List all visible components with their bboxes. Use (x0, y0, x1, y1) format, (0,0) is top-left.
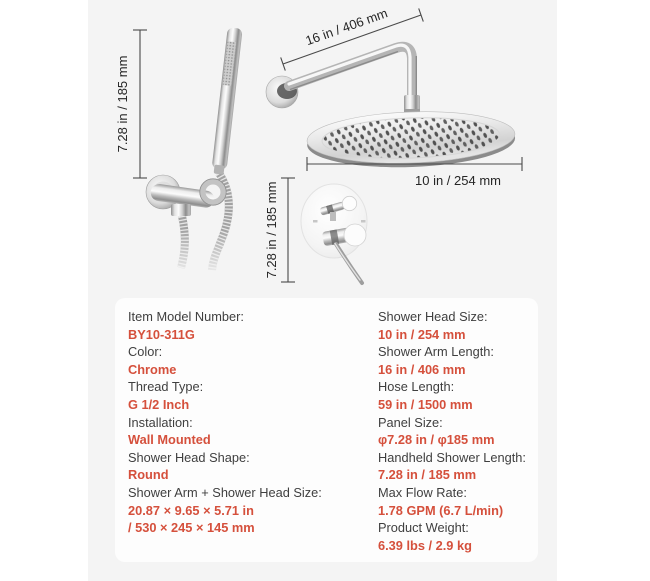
spec-value-item-model-number: BY10-311G (128, 326, 195, 342)
spec-value-product-weight: 6.39 lbs / 2.9 kg (378, 537, 472, 553)
spec-value-arm-length: 16 in / 406 mm (378, 361, 466, 377)
shower-head-illustration (306, 108, 516, 170)
spec-label-handheld-length: Handheld Shower Length: (378, 449, 526, 465)
spec-label-arm-length: Shower Arm Length: (378, 344, 494, 360)
handheld-dimension-line (115, 30, 147, 178)
valve-dimension-line (264, 178, 295, 282)
spec-value-thread-type: G 1/2 Inch (128, 396, 190, 412)
spec-value-panel-size: φ7.28 in / φ185 mm (378, 432, 495, 448)
spec-value-hose-length: 59 in / 1500 mm (378, 396, 473, 412)
spec-value-installation: Wall Mounted (128, 432, 211, 448)
valve-illustration (301, 184, 367, 283)
spec-column-right (378, 308, 530, 554)
spec-value-head-shape: Round (128, 467, 169, 483)
spec-panel (115, 298, 538, 562)
spec-value-arm-head-size-in: 20.87 × 9.65 × 5.71 in (128, 502, 254, 518)
spec-label-item-model-number: Item Model Number: (128, 309, 244, 324)
spec-value-head-size: 10 in / 254 mm (378, 326, 466, 342)
spec-label-hose-length: Hose Length: (378, 379, 455, 395)
spec-value-handheld-length: 7.28 in / 185 mm (378, 467, 477, 483)
handheld-wand (211, 27, 243, 175)
spec-label-max-flow-rate: Max Flow Rate: (378, 484, 467, 500)
spec-label-head-shape: Shower Head Shape: (128, 449, 250, 465)
spec-label-installation: Installation: (128, 414, 193, 430)
spec-value-arm-head-size-mm: / 530 × 245 × 145 mm (128, 520, 255, 536)
shower-arm-illustration (266, 45, 420, 113)
arm-length-label: 16 in / 406 mm (303, 5, 390, 49)
spec-value-color: Chrome (128, 361, 177, 377)
handheld-length-label: 7.28 in / 185 mm (115, 55, 130, 153)
spec-label-arm-head-size: Shower Arm + Shower Head Size: (128, 484, 322, 500)
spec-value-max-flow-rate: 1.78 GPM (6.7 L/min) (378, 502, 504, 518)
spec-label-thread-type: Thread Type: (128, 379, 204, 395)
valve-diameter-label: 7.28 in / 185 mm (264, 181, 279, 279)
spec-column-left (128, 308, 370, 537)
spec-label-color: Color: (128, 344, 163, 360)
spec-label-head-size: Shower Head Size: (378, 309, 488, 324)
spec-label-panel-size: Panel Size: (378, 414, 443, 430)
head-diameter-label: 10 in / 254 mm (415, 173, 501, 188)
spec-label-product-weight: Product Weight: (378, 520, 469, 536)
